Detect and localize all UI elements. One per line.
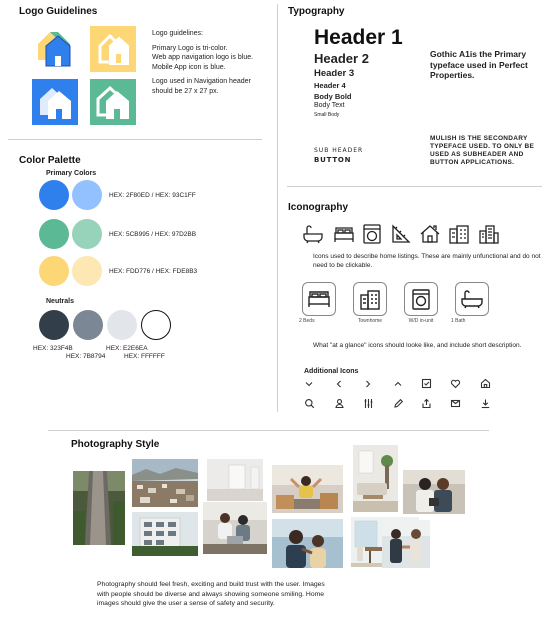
washer-icon bbox=[405, 283, 437, 315]
logo-guidelines-text: Logo guidelines: Primary Logo is tri-color. Web app navigation logo is blue. Mobile App icon is blue. Logo used in Navigation header should be 27 x 27 px. bbox=[152, 30, 254, 95]
color-section-title: Color Palette bbox=[19, 155, 81, 166]
washer-icon bbox=[362, 223, 382, 245]
hex-yellow: HEX: FDD776 / HEX: FDE8B3 bbox=[109, 268, 198, 275]
photo-modern-building bbox=[132, 512, 198, 556]
swatch-yellow-light bbox=[72, 256, 102, 286]
chevron-left-icon bbox=[334, 379, 344, 389]
swatch-blue bbox=[39, 180, 69, 210]
photography-text: Photography should feel fresh, exciting and build trust with the user. Images with people should be diverse and always showing someone smiling. Home images should give the user a sense of safety and security. bbox=[97, 581, 325, 607]
listing-icons-note: Icons used to describe home listings. These are mainly unfunctional and do not need to be clickable. bbox=[313, 253, 541, 269]
photo-family-smiling bbox=[272, 519, 343, 568]
type-header-3: Header 3 bbox=[314, 68, 355, 79]
logo-section-title: Logo Guidelines bbox=[19, 6, 98, 17]
primary-colors-label: Primary Colors bbox=[46, 170, 97, 177]
gothic-note: Gothic A1is the Primary typeface used in Perfect Properties. bbox=[430, 49, 528, 80]
hex-gray: HEX: 7B8794 bbox=[66, 353, 106, 360]
hex-white: HEX: FFFFFF bbox=[124, 353, 165, 360]
heart-icon bbox=[450, 378, 461, 389]
swatch-white bbox=[141, 310, 171, 340]
user-icon bbox=[334, 398, 345, 409]
glance-note: What "at a glance" icons should looke like, and include short description. bbox=[313, 342, 522, 349]
house-white-icon bbox=[32, 79, 78, 125]
logo-tile-green bbox=[90, 79, 136, 125]
checkbox-icon bbox=[421, 378, 432, 389]
chevron-right-icon bbox=[363, 379, 373, 389]
logo-tile-blue bbox=[32, 79, 78, 125]
swatch-green bbox=[39, 219, 69, 249]
glance-label-townhome: Townhome bbox=[357, 318, 383, 324]
type-subheader: SUB HEADER bbox=[314, 147, 364, 154]
download-icon bbox=[480, 398, 491, 409]
townhome-icon bbox=[354, 283, 386, 315]
photo-couple-laptop bbox=[203, 502, 267, 554]
photography-section-title: Photography Style bbox=[71, 439, 160, 450]
glance-label-beds: 2 Beds bbox=[299, 318, 315, 324]
glance-card-bath bbox=[455, 282, 489, 316]
photo-moving-boxes bbox=[272, 465, 343, 513]
hex-dark: HEX: 323F4B bbox=[33, 345, 73, 352]
ruler-square-icon bbox=[390, 223, 412, 245]
divider-type-icons bbox=[287, 186, 542, 187]
bathtub-icon bbox=[302, 223, 324, 245]
photo-empty-room bbox=[207, 459, 263, 501]
additional-icons-label: Additional Icons bbox=[304, 368, 359, 375]
share-icon bbox=[421, 398, 432, 409]
photo-handshake bbox=[382, 520, 430, 568]
hex-blue: HEX: 2F80ED / HEX: 93C1FF bbox=[109, 192, 196, 199]
apartment-building-icon bbox=[478, 223, 500, 245]
swatch-dark bbox=[39, 310, 69, 340]
chevron-down-icon bbox=[304, 379, 314, 389]
home-icon bbox=[480, 378, 491, 389]
logo-tile-yellow bbox=[90, 26, 136, 72]
type-body-bold: Body Bold bbox=[314, 92, 352, 101]
typography-section-title: Typography bbox=[288, 6, 345, 17]
glance-card-beds bbox=[302, 282, 336, 316]
search-icon bbox=[304, 398, 315, 409]
iconography-section-title: Iconography bbox=[288, 202, 349, 213]
photo-city-aerial bbox=[132, 459, 198, 507]
photo-couple-tablet bbox=[403, 470, 465, 514]
type-body-text: Body Text bbox=[314, 102, 345, 109]
type-header-4: Header 4 bbox=[314, 81, 346, 90]
type-button: BUTTON bbox=[314, 156, 352, 164]
type-small-body: Small Body bbox=[314, 112, 340, 118]
hex-lightgray: HEX: E2E6EA bbox=[106, 345, 148, 352]
townhome-icon bbox=[448, 223, 470, 245]
bed-icon bbox=[333, 223, 355, 245]
pencil-icon bbox=[393, 398, 404, 409]
house-outline-icon bbox=[90, 26, 136, 72]
photo-tower-aerial bbox=[73, 471, 125, 545]
divider-photography bbox=[48, 430, 489, 431]
swatch-lightgray bbox=[107, 310, 137, 340]
swatch-blue-light bbox=[72, 180, 102, 210]
filter-sliders-icon bbox=[363, 398, 374, 409]
swatch-green-light bbox=[72, 219, 102, 249]
bed-icon bbox=[303, 283, 335, 315]
glance-card-washer bbox=[404, 282, 438, 316]
neutrals-label: Neutrals bbox=[46, 298, 75, 305]
mail-icon bbox=[450, 398, 461, 409]
swatch-gray bbox=[73, 310, 103, 340]
bathtub-icon bbox=[456, 283, 488, 315]
house-white-icon-green bbox=[90, 79, 136, 125]
glance-card-townhome bbox=[353, 282, 387, 316]
swatch-yellow bbox=[39, 256, 69, 286]
type-header-2: Header 2 bbox=[314, 51, 369, 66]
hex-green: HEX: 5CB995 / HEX: 97D2BB bbox=[109, 231, 197, 238]
photo-living-room bbox=[353, 445, 398, 512]
house-logo-tricolor bbox=[32, 26, 78, 72]
house-icon bbox=[419, 223, 441, 245]
primary-logo-tile bbox=[32, 26, 78, 72]
glance-label-bath: 1 Bath bbox=[451, 318, 466, 324]
vertical-divider bbox=[277, 4, 278, 412]
glance-label-washer: W/D in-unit bbox=[408, 318, 434, 324]
divider-logo-colors bbox=[8, 139, 262, 140]
chevron-up-icon bbox=[393, 379, 403, 389]
mulish-note: MULISH IS THE SECONDARY TYPEFACE USED. TO ONLY BE USED AS SUBHEADER AND BUTTON APPLICATIONS. bbox=[430, 135, 535, 166]
type-header-1: Header 1 bbox=[314, 26, 403, 49]
